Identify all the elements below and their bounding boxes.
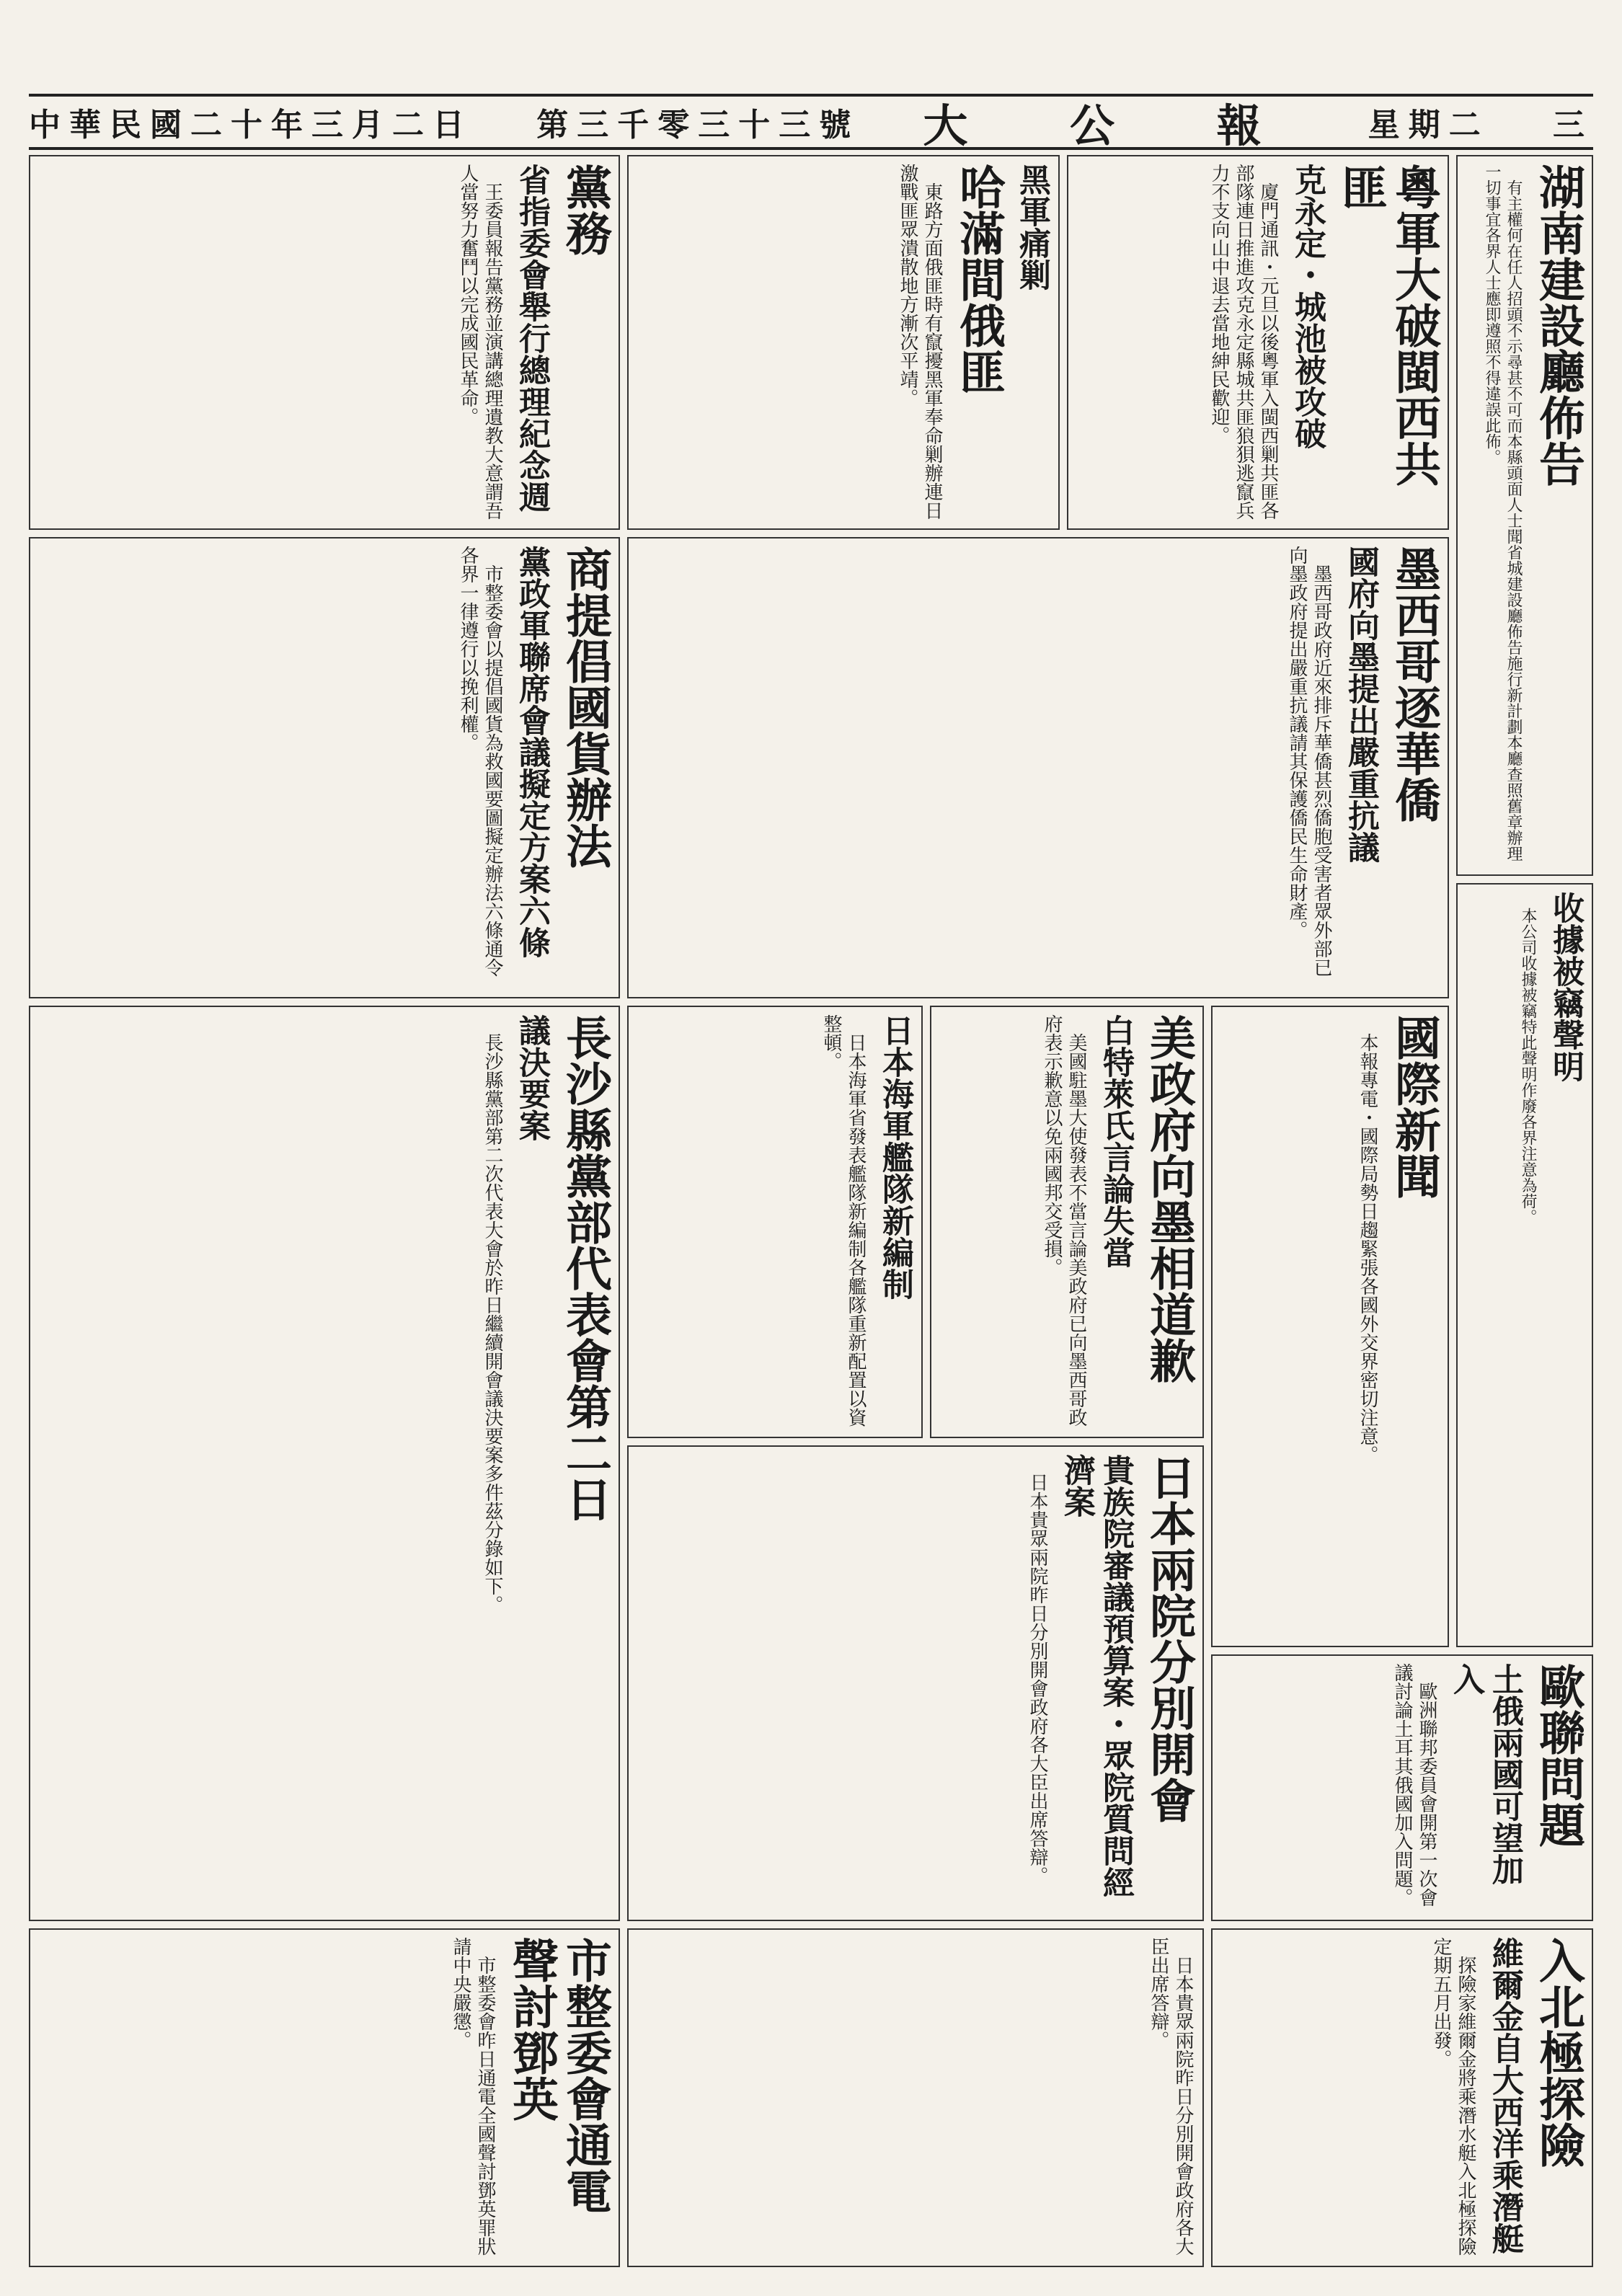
subhead-haiman: 黑軍痛剿: [1014, 164, 1050, 291]
subhead-europe: 土俄兩國可望加入: [1448, 1663, 1523, 1885]
article-notice: [1456, 883, 1593, 1647]
headline-telegram: 市整委會通電聲討鄧英: [505, 1937, 612, 2214]
headline-international: 國際新聞: [1387, 1014, 1441, 1199]
body-changsha: 長沙縣黨部第二次代表大會於昨日繼續開會議決要案多件茲分錄如下。: [482, 1033, 503, 1614]
headline-yuejun: 粵軍大破閩西共匪: [1334, 164, 1441, 487]
subhead-japan-parl: 貴族院審議預算案・眾院質問經濟案: [1058, 1454, 1134, 1898]
headline-japan-navy: 日本海軍艦隊新編制: [877, 1014, 913, 1300]
headline-party: 黨務: [558, 164, 612, 256]
body-hunan: 有主權何在任人招頭不示尋甚不可而本縣頭面人士聞省城建設廳佈告施行新計劃本廳查照舊章辦理一切事宜各界人士應即遵照不得違誤此佈。: [1483, 164, 1523, 861]
headline-europe: 歐聯問題: [1531, 1663, 1585, 1848]
subhead-mexico: 國府向墨提出嚴重抗議: [1342, 546, 1379, 863]
article-international: [1211, 1006, 1449, 1647]
article-amer: [930, 1006, 1204, 1438]
article-arctic: [1211, 1928, 1593, 2267]
article-europe: [1211, 1654, 1593, 1921]
subhead-guohuo: 黨政軍聯席會議擬定方案六條: [513, 546, 550, 958]
article-mexico: [627, 537, 1449, 998]
headline-guohuo: 商提倡國貨辦法: [558, 546, 612, 869]
article-yuejun: [1067, 155, 1449, 530]
article-party: [29, 155, 620, 530]
body-japan-navy: 日本海軍省發表艦隊新編制各艦隊重新配置以資整頓。: [820, 1014, 867, 1427]
article-telegram: [29, 1928, 620, 2267]
article-japan-navy: [627, 1006, 923, 1438]
body-international: 本報專電・國際局勢日趨緊張各國外交界密切注意。: [1357, 1033, 1378, 1464]
subhead-arctic: 維爾金自大西洋乘潛艇: [1486, 1937, 1523, 2254]
body-party: 王委員報告黨務並演講總理遺教大意謂吾人當努力奮鬥以完成國民革命。: [457, 164, 503, 520]
masthead-issue: 第三千零三十三號: [536, 107, 860, 143]
subhead-party: 省指委會舉行總理紀念週: [513, 164, 550, 513]
body-europe: 歐洲聯邦委員會開第一次會議討論土耳其俄國加入問題。: [1391, 1663, 1437, 1907]
headline-arctic: 入北極探險: [1531, 1937, 1585, 2168]
body-mexico: 墨西哥政府近來排斥華僑甚烈僑胞受害者眾外部已向墨政府提出嚴重抗議請其保護僑民生命財產。: [1286, 546, 1332, 977]
article-guohuo: [29, 537, 620, 998]
article-japan-parl: [627, 1445, 1204, 1921]
body-bottom-middle: 日本貴眾兩院昨日分別開會政府各大臣出席答辯。: [1148, 1937, 1194, 2256]
newspaper-page: [29, 155, 1593, 2267]
article-hunan: [1456, 155, 1593, 876]
body-notice: 本公司收據被竊特此聲明作廢各界注意為荷。: [1519, 908, 1537, 1225]
subhead-changsha: 議決要案: [513, 1014, 550, 1141]
article-haiman: [627, 155, 1060, 530]
headline-hunan: 湖南建設廳佈告: [1531, 164, 1585, 487]
headline-haiman: 哈滿間俄匪: [952, 164, 1006, 394]
headline-notice: 收據被竊聲明: [1547, 892, 1584, 1082]
masthead-title: 大 公 報: [923, 99, 1305, 152]
body-amer: 美國駐墨大使發表不當言論美政府已向墨西哥政府表示歉意以免兩國邦交受損。: [1041, 1014, 1087, 1427]
headline-mexico: 墨西哥逐華僑: [1387, 546, 1441, 823]
body-japan-parl: 日本貴眾兩院昨日分別開會政府各大臣出席答辯。: [1027, 1473, 1048, 1885]
article-bottom-middle: [627, 1928, 1204, 2267]
masthead: [29, 94, 1593, 150]
body-arctic: 探險家維爾金將乘潛水艇入北極探險定期五月出發。: [1430, 1937, 1476, 2256]
masthead-page: 三: [1552, 107, 1593, 143]
masthead-weekday: 星期二: [1368, 107, 1489, 143]
body-yuejun: 廈門通訊・元旦以後粵軍入閩西剿共匪各部隊連日推進攻克永定縣城共匪狼狽逃竄兵力不支向山中退去當地紳民歡迎。: [1208, 164, 1279, 520]
body-guohuo: 市整委會以提倡國貨為救國要圖擬定辦法六條通令各界一律遵行以挽利權。: [457, 546, 503, 977]
subhead-amer: 白特萊氏言論失當: [1097, 1014, 1134, 1268]
masthead-date: 中華民國二十年三月二日: [29, 107, 473, 143]
article-changsha: [29, 1006, 620, 1921]
headline-changsha: 長沙縣黨部代表會第二日: [558, 1014, 612, 1522]
subhead-yuejun: 克永定・城池被攻破: [1289, 164, 1326, 449]
headline-amer: 美政府向墨相道歉: [1142, 1014, 1196, 1383]
body-telegram: 市整委會昨日通電全國聲討鄧英罪狀請中央嚴懲。: [450, 1937, 496, 2256]
body-haiman: 東路方面俄匪時有竄擾黑軍奉命剿辦連日激戰匪眾潰散地方漸次平靖。: [897, 164, 943, 520]
headline-japan-parl: 日本兩院分別開會: [1142, 1454, 1196, 1823]
